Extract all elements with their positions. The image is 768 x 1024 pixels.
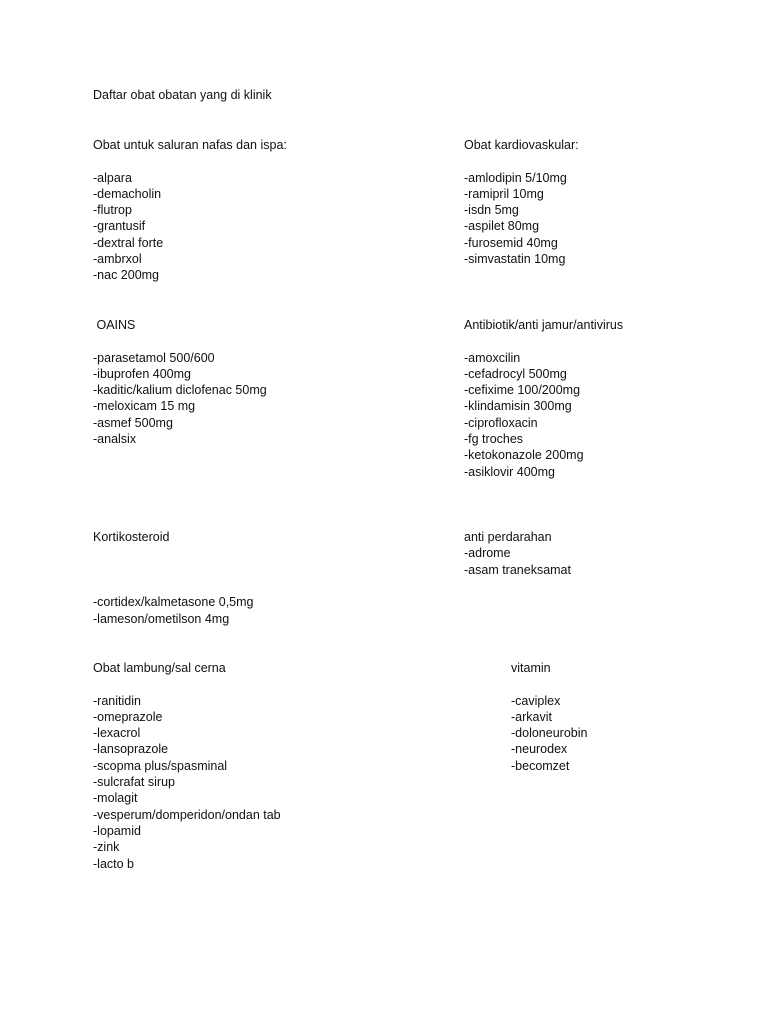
drug-item: -cefixime 100/200mg xyxy=(464,383,581,398)
drug-item: -grantusif xyxy=(93,219,146,234)
drug-item: -flutrop xyxy=(93,203,132,218)
drug-item: -adrome xyxy=(464,546,511,561)
drug-item: -lansoprazole xyxy=(93,742,169,757)
section-corticosteroid xyxy=(93,529,254,627)
section-heading: OAINS xyxy=(93,318,136,332)
drug-item: -neurodex xyxy=(511,742,568,757)
drug-item: -doloneurobin xyxy=(511,726,588,741)
section-heading: Obat lambung/sal cerna xyxy=(93,661,226,675)
drug-item: -omeprazole xyxy=(93,709,163,724)
section-heading: Antibiotik/anti jamur/antivirus xyxy=(464,318,624,332)
drug-item: -becomzet xyxy=(511,758,570,773)
drug-item: -ambrxol xyxy=(93,252,142,267)
drug-list xyxy=(93,693,281,872)
drug-item: -ciprofloxacin xyxy=(464,415,538,430)
drug-item: -scopma plus/spasminal xyxy=(93,758,228,773)
section-antibiotic xyxy=(464,317,623,480)
section-respiratory xyxy=(93,137,287,284)
drug-item: -sulcrafat sirup xyxy=(93,775,175,790)
section-heading: anti perdarahan xyxy=(464,530,552,544)
drug-item: -parasetamol 500/600 xyxy=(93,350,215,365)
section-heading: Obat kardiovaskular: xyxy=(464,138,579,152)
drug-item: -dextral forte xyxy=(93,235,164,250)
drug-item: -asmef 500mg xyxy=(93,415,173,430)
drug-item: -caviplex xyxy=(511,693,561,708)
drug-list xyxy=(464,170,579,268)
section-vitamin xyxy=(511,660,587,774)
drug-item: -simvastatin 10mg xyxy=(464,252,566,267)
drug-item: -isdn 5mg xyxy=(464,203,519,218)
drug-item: -amoxcilin xyxy=(464,350,521,365)
drug-item: -arkavit xyxy=(511,709,552,724)
drug-list xyxy=(464,545,571,578)
drug-item: -asam traneksamat xyxy=(464,562,571,577)
section-anti-bleeding xyxy=(464,529,571,578)
section-heading: Obat untuk saluran nafas dan ispa: xyxy=(93,138,287,152)
drug-item: -asiklovir 400mg xyxy=(464,464,556,479)
drug-item: -lacto b xyxy=(93,856,134,871)
drug-item: -cortidex/kalmetasone 0,5mg xyxy=(93,595,254,610)
drug-item: -alpara xyxy=(93,170,132,185)
document-title: Daftar obat obatan yang di klinik xyxy=(93,88,272,102)
drug-list xyxy=(464,350,623,480)
drug-item: -amlodipin 5/10mg xyxy=(464,170,567,185)
drug-list xyxy=(93,170,287,284)
drug-item: -klindamisin 300mg xyxy=(464,399,572,414)
section-gastric xyxy=(93,660,281,872)
section-cardiovascular xyxy=(464,137,579,267)
drug-item: -ranitidin xyxy=(93,693,141,708)
drug-item: -aspilet 80mg xyxy=(464,219,540,234)
drug-item: -lameson/ometilson 4mg xyxy=(93,611,230,626)
drug-list xyxy=(93,350,267,448)
drug-item: -lopamid xyxy=(93,823,141,838)
drug-item: -molagit xyxy=(93,791,138,806)
drug-item: -zink xyxy=(93,840,120,855)
drug-item: -furosemid 40mg xyxy=(464,235,558,250)
drug-item: -analsix xyxy=(93,432,137,447)
drug-item: -ramipril 10mg xyxy=(464,186,544,201)
drug-item: -fg troches xyxy=(464,432,524,447)
drug-item: -lexacrol xyxy=(93,726,141,741)
drug-item: -ibuprofen 400mg xyxy=(93,366,191,381)
section-heading: vitamin xyxy=(511,661,551,675)
section-heading: Kortikosteroid xyxy=(93,530,170,544)
drug-item: -cefadrocyl 500mg xyxy=(464,366,567,381)
drug-item: -nac 200mg xyxy=(93,268,160,283)
drug-list xyxy=(93,594,254,627)
section-oains xyxy=(93,317,267,447)
drug-item: -vesperum/domperidon/ondan tab xyxy=(93,807,281,822)
drug-list xyxy=(511,693,587,774)
drug-item: -kaditic/kalium diclofenac 50mg xyxy=(93,383,267,398)
drug-item: -ketokonazole 200mg xyxy=(464,448,584,463)
drug-item: -meloxicam 15 mg xyxy=(93,399,196,414)
drug-item: -demacholin xyxy=(93,186,162,201)
